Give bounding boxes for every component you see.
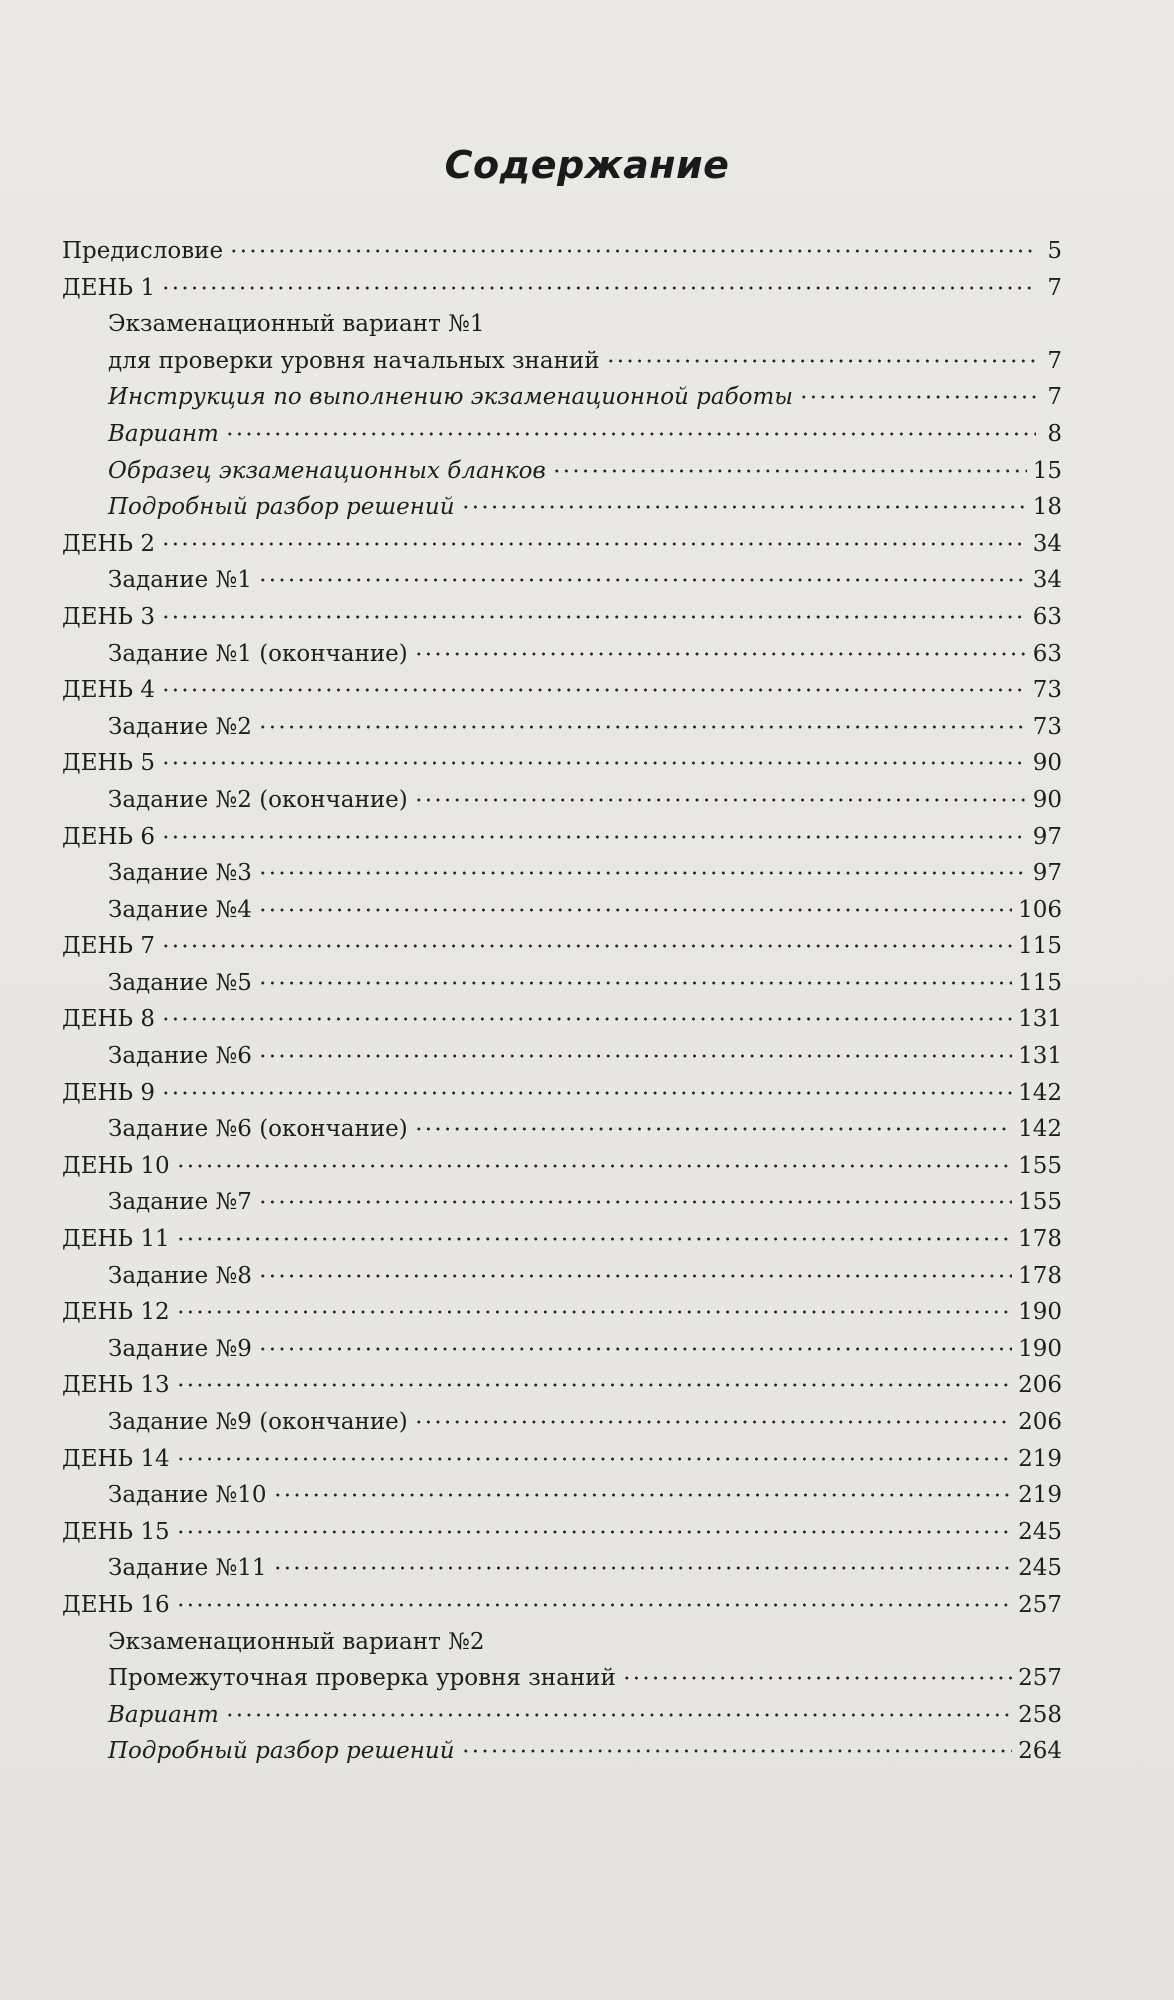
toc-page-number: 34 <box>1032 530 1062 557</box>
toc-entry-label: Образец экзаменационных бланков <box>108 457 546 484</box>
dot-leader <box>258 1347 1012 1351</box>
toc-entry[interactable] <box>62 928 1062 965</box>
toc-entry[interactable] <box>62 1331 1062 1368</box>
toc-entry-label: ДЕНЬ 4 <box>62 677 155 704</box>
dot-leader <box>161 615 1027 619</box>
toc-page-number: 245 <box>1018 1518 1062 1545</box>
toc-entry[interactable] <box>62 782 1062 819</box>
toc-entry-label: ДЕНЬ 16 <box>62 1591 170 1618</box>
toc-page-number: 219 <box>1018 1482 1062 1509</box>
toc-entry-label: Экзаменационный вариант №2 <box>108 1628 485 1655</box>
dot-leader <box>161 286 1036 290</box>
toc-page-number: 257 <box>1018 1665 1062 1692</box>
dot-leader <box>258 1054 1012 1058</box>
toc-entry[interactable] <box>62 1075 1062 1112</box>
dot-leader <box>176 1164 1012 1168</box>
dot-leader <box>225 1713 1012 1717</box>
toc-page-number: 63 <box>1032 603 1062 630</box>
toc-entry-label: Задание №11 <box>108 1555 267 1582</box>
toc-page-number: 142 <box>1018 1116 1062 1143</box>
toc-entry[interactable] <box>62 1477 1062 1514</box>
toc-page-number: 257 <box>1018 1591 1062 1618</box>
toc-page-number: 131 <box>1018 1043 1062 1070</box>
toc-page-number: 131 <box>1018 1006 1062 1033</box>
toc-page-number: 206 <box>1018 1372 1062 1399</box>
dot-leader <box>552 469 1027 473</box>
toc-entry[interactable] <box>62 1624 1062 1661</box>
toc-entry-label: ДЕНЬ 14 <box>62 1445 170 1472</box>
toc-page-number: 258 <box>1018 1701 1062 1728</box>
toc-entry-label: Задание №5 <box>108 969 252 996</box>
dot-leader <box>414 1127 1012 1131</box>
toc-entry-label: Задание №6 <box>108 1043 252 1070</box>
toc-entry-label: для проверки уровня начальных знаний <box>108 347 600 374</box>
toc-entry-label: ДЕНЬ 10 <box>62 1152 170 1179</box>
toc-entry[interactable] <box>62 1660 1062 1697</box>
table-of-contents <box>62 233 1062 1770</box>
toc-entry[interactable] <box>62 709 1062 746</box>
toc-entry[interactable] <box>62 1550 1062 1587</box>
dot-leader <box>161 835 1027 839</box>
toc-entry-label: ДЕНЬ 9 <box>62 1079 155 1106</box>
toc-page-number: 142 <box>1018 1079 1062 1106</box>
toc-entry-label: Задание №6 (окончание) <box>108 1116 408 1143</box>
toc-entry-label: ДЕНЬ 15 <box>62 1518 170 1545</box>
dot-leader <box>161 542 1027 546</box>
toc-page-number: 178 <box>1018 1262 1062 1289</box>
toc-page-number: 63 <box>1032 640 1062 667</box>
toc-entry-label: ДЕНЬ 3 <box>62 603 155 630</box>
toc-page-number: 106 <box>1018 896 1062 923</box>
toc-page-number: 34 <box>1032 567 1062 594</box>
toc-page-number: 8 <box>1047 420 1062 447</box>
dot-leader <box>161 688 1027 692</box>
toc-entry-label: Задание №10 <box>108 1482 267 1509</box>
toc-entry[interactable] <box>62 672 1062 709</box>
toc-entry[interactable] <box>62 1294 1062 1331</box>
toc-page-number: 7 <box>1047 347 1062 374</box>
toc-entry-label: Задание №1 <box>108 567 252 594</box>
toc-entry-label: Вариант <box>108 1701 219 1728</box>
toc-entry[interactable] <box>62 1733 1062 1770</box>
toc-entry[interactable] <box>62 1587 1062 1624</box>
toc-entry[interactable] <box>62 306 1062 343</box>
dot-leader <box>176 1530 1012 1534</box>
dot-leader <box>606 359 1036 363</box>
toc-entry[interactable] <box>62 1001 1062 1038</box>
toc-entry[interactable] <box>62 453 1062 490</box>
toc-entry-label: ДЕНЬ 12 <box>62 1299 170 1326</box>
dot-leader <box>161 1017 1012 1021</box>
toc-page-number: 90 <box>1032 786 1062 813</box>
toc-entry-label: Подробный разбор решений <box>108 1738 455 1765</box>
toc-page-number: 219 <box>1018 1445 1062 1472</box>
toc-entry-label: ДЕНЬ 7 <box>62 933 155 960</box>
dot-leader <box>161 944 1012 948</box>
toc-page-number: 190 <box>1018 1335 1062 1362</box>
dot-leader <box>176 1383 1012 1387</box>
toc-entry-label: Задание №9 (окончание) <box>108 1409 408 1435</box>
dot-leader <box>414 652 1027 656</box>
toc-entry-label: Задание №9 <box>108 1335 252 1362</box>
toc-entry-label: Задание №2 (окончание) <box>108 786 408 813</box>
toc-entry[interactable] <box>62 636 1062 673</box>
toc-entry[interactable] <box>62 1038 1062 1075</box>
dot-leader <box>461 505 1027 509</box>
toc-entry-label: ДЕНЬ 13 <box>62 1372 170 1399</box>
toc-entry[interactable] <box>62 1367 1062 1404</box>
toc-page-number: 245 <box>1018 1555 1062 1582</box>
dot-leader <box>161 1091 1012 1095</box>
toc-entry[interactable] <box>62 343 1062 380</box>
toc-entry-label: ДЕНЬ 8 <box>62 1006 155 1033</box>
toc-entry-label: Экзаменационный вариант №1 <box>108 311 485 338</box>
toc-entry[interactable] <box>62 233 1062 270</box>
dot-leader <box>258 1274 1012 1278</box>
toc-entry-label: Вариант <box>108 420 219 447</box>
toc-page-number: 206 <box>1018 1409 1062 1435</box>
dot-leader <box>273 1493 1013 1497</box>
toc-entry-label: ДЕНЬ 1 <box>62 274 155 301</box>
toc-page-number: 73 <box>1032 677 1062 704</box>
toc-entry-label: ДЕНЬ 5 <box>62 750 155 777</box>
toc-entry[interactable] <box>62 1258 1062 1295</box>
toc-entry-label: Задание №4 <box>108 896 252 923</box>
toc-page-number: 190 <box>1018 1299 1062 1326</box>
dot-leader <box>258 871 1027 875</box>
toc-entry-label: Инструкция по выполнению экзаменационной работы <box>108 384 794 411</box>
dot-leader <box>414 798 1027 802</box>
toc-page-number: 155 <box>1018 1189 1062 1216</box>
toc-entry-label: Задание №3 <box>108 860 252 887</box>
toc-entry-label: ДЕНЬ 2 <box>62 530 155 557</box>
toc-entry[interactable] <box>62 416 1062 453</box>
dot-leader <box>161 761 1027 765</box>
toc-page-number: 15 <box>1032 457 1062 484</box>
toc-page-number: 155 <box>1018 1152 1062 1179</box>
toc-entry[interactable] <box>62 1404 1062 1441</box>
toc-entry[interactable] <box>62 1697 1062 1734</box>
toc-entry-label: Предисловие <box>62 238 224 264</box>
toc-entry[interactable] <box>62 855 1062 892</box>
dot-leader <box>461 1749 1013 1753</box>
toc-entry-label: Задание №7 <box>108 1189 252 1216</box>
dot-leader <box>176 1310 1012 1314</box>
dot-leader <box>258 981 1012 985</box>
dot-leader <box>273 1566 1013 1570</box>
toc-page-number: 18 <box>1032 494 1062 521</box>
toc-entry-label: Задание №1 (окончание) <box>108 640 408 667</box>
toc-entry[interactable] <box>62 1221 1062 1258</box>
toc-page-number: 90 <box>1032 750 1062 777</box>
dot-leader <box>622 1676 1012 1680</box>
dot-leader <box>258 725 1027 729</box>
toc-page-number: 73 <box>1032 713 1062 740</box>
dot-leader <box>414 1420 1012 1424</box>
toc-entry[interactable] <box>62 1184 1062 1221</box>
toc-page-number: 7 <box>1047 274 1062 301</box>
dot-leader <box>258 1200 1012 1204</box>
page-title: Содержание <box>444 143 730 188</box>
toc-page-number: 97 <box>1032 860 1062 887</box>
toc-entry[interactable] <box>62 1441 1062 1478</box>
toc-entry[interactable] <box>62 1514 1062 1551</box>
toc-entry[interactable] <box>62 745 1062 782</box>
toc-entry-label: Задание №2 <box>108 713 252 740</box>
toc-entry[interactable] <box>62 562 1062 599</box>
toc-page-number: 178 <box>1018 1226 1062 1253</box>
toc-entry[interactable] <box>62 1148 1062 1185</box>
dot-leader <box>225 432 1036 436</box>
toc-entry-label: ДЕНЬ 11 <box>62 1226 170 1253</box>
toc-entry[interactable] <box>62 379 1062 416</box>
dot-leader <box>258 578 1027 582</box>
toc-entry[interactable] <box>62 270 1062 307</box>
dot-leader <box>799 395 1036 399</box>
toc-entry[interactable] <box>62 819 1062 856</box>
toc-page-number: 7 <box>1047 384 1062 411</box>
toc-entry[interactable] <box>62 489 1062 526</box>
toc-entry-label: Подробный разбор решений <box>108 494 455 521</box>
dot-leader <box>258 908 1012 912</box>
toc-page-number: 115 <box>1018 969 1062 996</box>
dot-leader <box>176 1457 1012 1461</box>
toc-entry[interactable] <box>62 965 1062 1002</box>
toc-page-number: 97 <box>1032 823 1062 850</box>
toc-entry-label: Задание №8 <box>108 1262 252 1289</box>
toc-entry-label: Промежуточная проверка уровня знаний <box>108 1665 616 1692</box>
dot-leader <box>176 1603 1012 1607</box>
toc-entry[interactable] <box>62 1111 1062 1148</box>
toc-entry[interactable] <box>62 599 1062 636</box>
toc-entry[interactable] <box>62 892 1062 929</box>
toc-entry-label: ДЕНЬ 6 <box>62 823 155 850</box>
dot-leader <box>229 249 1036 253</box>
toc-page-number: 5 <box>1047 238 1062 264</box>
toc-page-number: 115 <box>1018 933 1062 960</box>
dot-leader <box>176 1237 1012 1241</box>
toc-entry[interactable] <box>62 526 1062 563</box>
toc-page-number: 264 <box>1018 1738 1062 1765</box>
